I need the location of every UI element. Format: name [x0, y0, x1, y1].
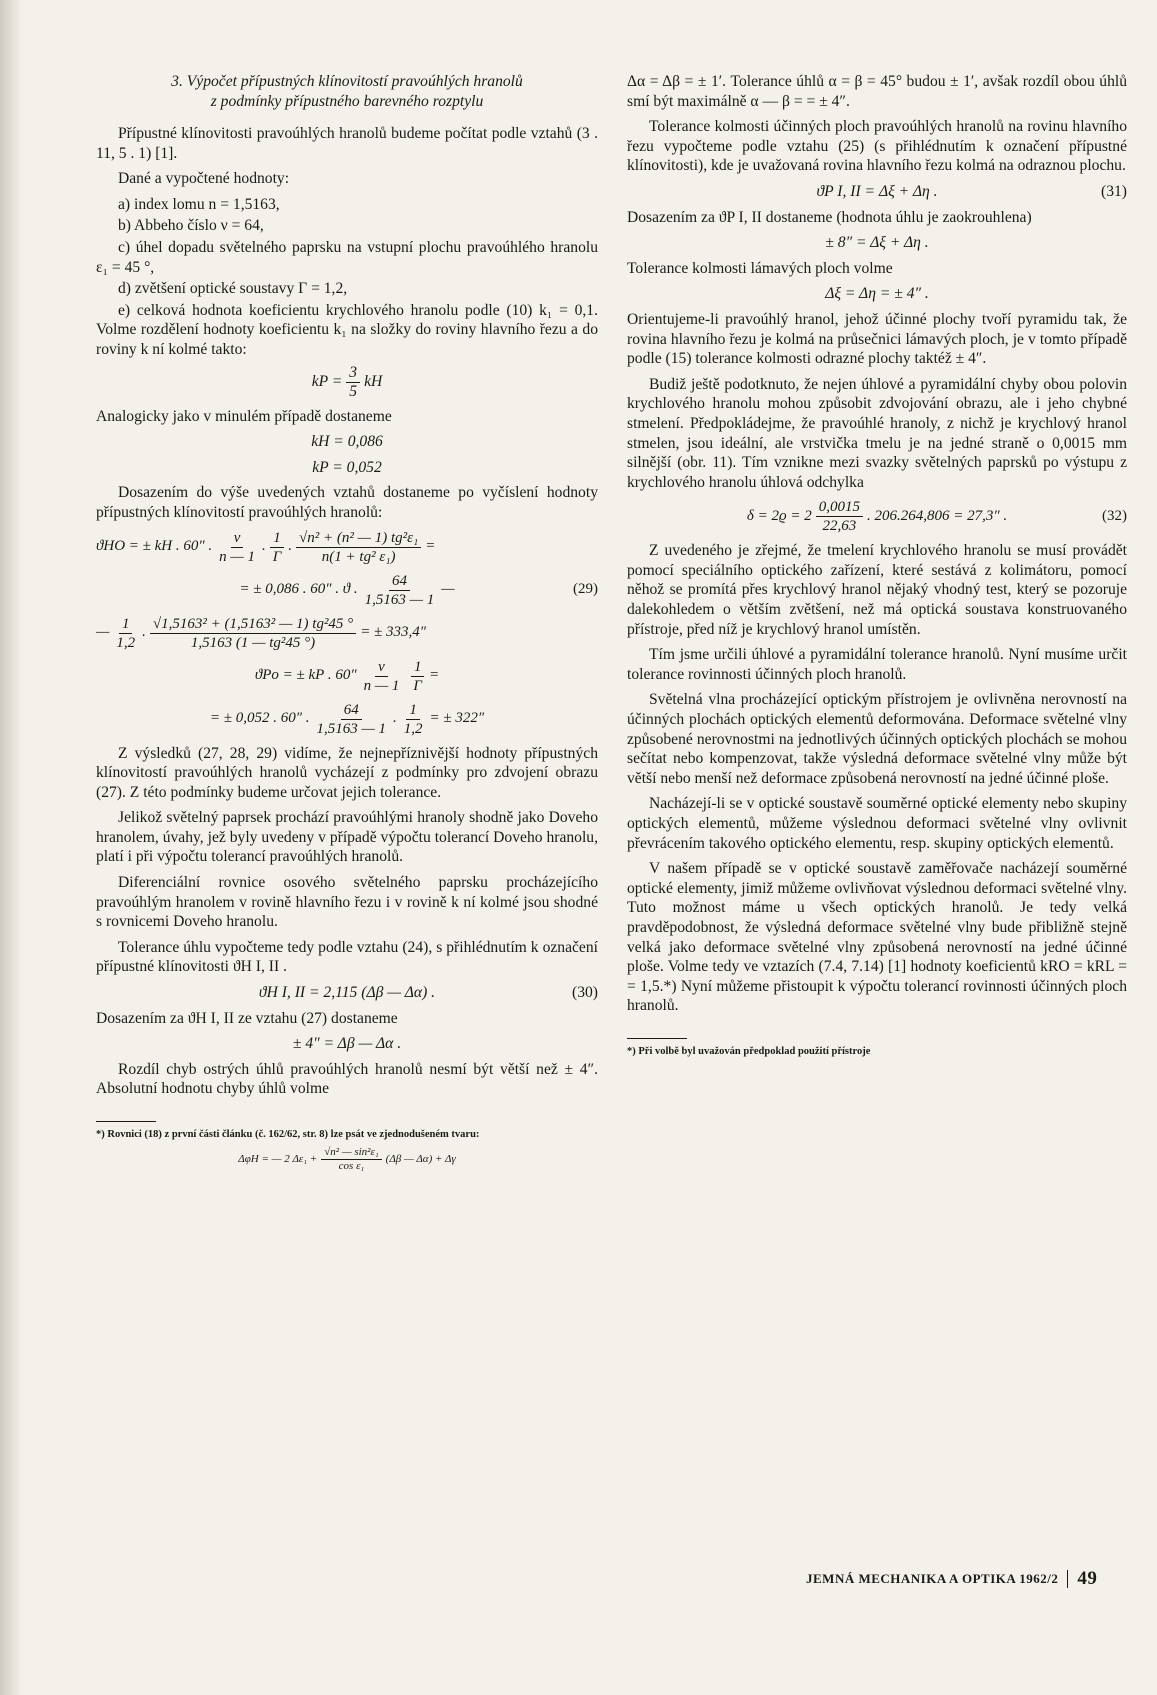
- footnote-rule: [627, 1038, 687, 1039]
- eq-text: = ± 0,052 . 60″ .: [209, 710, 310, 727]
- equation-29-line-3: [96, 615, 598, 652]
- eq-text: ϑP I, II = Δξ + Δη .: [816, 182, 938, 200]
- list-item: b) Abbeho číslo ν = 64,: [118, 217, 264, 235]
- eq-dot: .: [288, 538, 293, 555]
- fraction: [362, 572, 438, 609]
- section-heading-line-1: 3. Výpočet přípustných klínovitostí pravoúhlých hranolů: [171, 73, 523, 90]
- equation-kp: [96, 364, 598, 401]
- eq-text: ± 4″ = Δβ — Δα .: [292, 1035, 402, 1053]
- paragraph: Dosazením za ϑP I, II dostaneme (hodnota úhlu je zaokrouhlena): [627, 208, 1032, 226]
- equation-number: (31): [1101, 182, 1127, 200]
- equation-29-line-1: [96, 529, 598, 566]
- denominator: Γ: [413, 677, 422, 694]
- equation-29-line-2: [96, 572, 598, 609]
- values-list: [96, 195, 598, 360]
- denominator: n(1 + tg² ε₁): [321, 548, 396, 565]
- equation-31b: [627, 233, 1127, 253]
- denominator: 1,5163 — 1: [316, 720, 387, 737]
- fraction: [321, 1146, 381, 1173]
- paragraph: Dosazením za ϑH I, II ze vztahu (27) dostaneme: [96, 1009, 398, 1027]
- numerator: 1: [411, 658, 425, 677]
- section-heading-line-2: z podmínky přípustného barevného rozptylu: [210, 93, 484, 110]
- fraction: [216, 529, 258, 566]
- fraction: [296, 529, 421, 566]
- eq-equals: =: [428, 667, 440, 684]
- denominator: n — 1: [219, 548, 255, 565]
- equation-30: [96, 983, 598, 1003]
- eq-text: ϑH I, II = 2,115 (Δβ — Δα) .: [258, 984, 436, 1002]
- list-item: e) celková hodnota koeficientu krychlového hranolu podle (10) k₁ = 0,1. Volme rozdělení hodnoty koeficientu k₁ na složky do roviny hlavního řezu a do roviny k ní kolmé takto:: [96, 301, 598, 358]
- equation-29-line-5: [96, 701, 598, 738]
- fraction: [150, 615, 356, 652]
- right-column: [627, 72, 1127, 1059]
- eq-text: (Δβ — Δα) + Δγ: [385, 1153, 456, 1165]
- list-item: d) zvětšení optické soustavy Γ = 1,2,: [118, 280, 348, 298]
- section-heading: [96, 72, 598, 112]
- paragraph: Diferenciální rovnice osového světelného paprsku procházejícího pravoúhlým hranolem v rovině hlavního řezu i v rovině k ní kolmé jsou shodné s rovnicemi Doveho hranolu.: [96, 874, 598, 931]
- numerator: 1: [270, 529, 284, 548]
- paragraph: Nacházejí-li se v optické soustavě souměrné optické elementy nebo skupiny optických elementů, můžeme výslednou deformaci světelné vlny ovlivnit převrácením takového optického elementu, resp. skupiny optických elementů.: [627, 795, 1127, 852]
- eq-text: ΔφH = — 2 Δε₁ +: [238, 1153, 318, 1165]
- equation-kh: [96, 432, 598, 452]
- paragraph: Jelikož světelný paprsek prochází pravoúhlými hranoly shodně jako Doveho hranolem, úvahy, jež byly uvedeny v případě výpočtu tolerancí Doveho hranolu, platí i při výpočtu tolerancí pravoúhlých hranolů.: [96, 809, 598, 866]
- paragraph: Tím jsme určili úhlové a pyramidální tolerance hranolů. Nyní musíme určit tolerance rovinnosti účinných ploch hranolů.: [627, 646, 1127, 683]
- denominator: 5: [349, 382, 358, 400]
- page-number: 49: [1077, 1568, 1098, 1589]
- fraction: [410, 658, 425, 695]
- denominator: 1,2: [116, 634, 136, 651]
- numerator: 0,0015: [816, 498, 863, 517]
- footnote-equation: [96, 1146, 598, 1173]
- denominator: Γ: [272, 548, 282, 565]
- fraction: [270, 529, 285, 566]
- denominator: 1,5163 (1 — tg²45 °): [190, 634, 316, 651]
- eq-text: = ± 333,4″: [360, 624, 427, 641]
- footnote: *) Při volbě byl uvažován předpoklad použití přístroje: [627, 1045, 871, 1057]
- numerator: 64: [341, 701, 362, 720]
- denominator: 1,2: [403, 720, 423, 737]
- denominator: n — 1: [363, 677, 400, 694]
- eq-equals: =: [425, 538, 436, 555]
- eq-dash: —: [96, 624, 110, 641]
- numerator: 64: [389, 572, 410, 591]
- eq-text: = ± 322″: [429, 710, 485, 727]
- paragraph: Tolerance kolmosti účinných ploch pravoúhlých hranolů na rovinu hlavního řezu vypočteme podle vztahu (25) (s přihlédnutím k označení přípustné klínovitosti), kde je uvažovaná rovina hlavního řezu kolmá na odraznou plochu.: [627, 118, 1127, 175]
- paragraph: Z uvedeného je zřejmé, že tmelení krychlového hranolu se musí provádět pomocí speciálního optického zařízení, které sestává z kolimátoru, pomocí něhož se promítá přes krychlový hranol nějaký vhodný test, který se pozoruje dalekohledem o větším zvětšení, než má optická soustava konstruovaného přístroje, před níž je krychlový hranol umístěn.: [627, 542, 1127, 638]
- list-item: c) úhel dopadu světelného paprsku na vstupní plochu pravoúhlého hranolu ε₁ = 45 °,: [96, 238, 598, 276]
- numerator: √n² — sin²ε₁: [321, 1146, 381, 1160]
- eq-dot: .: [393, 710, 397, 727]
- list-item: a) index lomu n = 1,5163,: [118, 195, 280, 213]
- eq-text: ϑHO = ± kH . 60″ .: [96, 538, 213, 555]
- eq-dot: .: [142, 624, 146, 641]
- eq-text: δ = 2ϱ = 2: [746, 507, 812, 524]
- paragraph: Z výsledků (27, 28, 29) vidíme, že nejnepříznivější hodnoty přípustných klínovitostí pravoúhlých hranolů vycházejí z podmínky pro zdvojení obrazu (27). Z této podmínky budeme určovat jejich tolerance.: [96, 744, 598, 801]
- denominator: 22,63: [822, 518, 857, 535]
- equation-31: [627, 182, 1127, 202]
- paragraph: Analogicky jako v minulém případě dostaneme: [96, 407, 392, 425]
- page-footer: [806, 1568, 1097, 1590]
- footer-separator: [1067, 1570, 1068, 1588]
- footnote: *) Rovnici (18) z první části článku (č. 162/62, str. 8) lze psát ve zjednodušeném tvaru:: [96, 1129, 480, 1140]
- fraction: [816, 498, 863, 535]
- fraction: [401, 701, 426, 738]
- journal-title: JEMNÁ MECHANIKA A OPTIKA 1962/2: [806, 1571, 1059, 1586]
- paragraph: Δα = Δβ = ± 1′. Tolerance úhlů α = β = 45° budou ± 1′, avšak rozdíl obou úhlů smí být maximálně α — β = = ± 4″.: [627, 73, 1127, 110]
- equation-32: [627, 498, 1127, 535]
- equation-number: (30): [572, 984, 598, 1002]
- paragraph: Tolerance kolmosti lámavých ploch volme: [627, 259, 893, 277]
- numerator: ν: [231, 529, 244, 548]
- eq-text: Δξ = Δη = ± 4″ .: [825, 285, 929, 303]
- equation-kp2: [96, 458, 598, 478]
- equation-29-line-4: [96, 658, 598, 695]
- paragraph: Přípustné klínovitosti pravoúhlých hranolů budeme počítat podle vztahů (3 . 11, 5 . 1) [1].: [96, 125, 598, 162]
- eq-text: kP =: [311, 373, 343, 391]
- numerator: √1,5163² + (1,5163² — 1) tg²45 °: [150, 615, 356, 634]
- footnote-rule: [96, 1121, 156, 1122]
- paragraph: Orientujeme-li pravoúhlý hranol, jehož účinné plochy tvoří pyramidu tak, že rovina hlavního řezu je kolmá na průsečnici lámavých ploch, je v tomto případě podle (15) tolerance kolmosti odrazné plochy taktéž ± 4″.: [627, 310, 1127, 368]
- numerator: √n² + (n² — 1) tg²ε₁: [296, 529, 421, 548]
- paragraph: Dosazením do výše uvedených vztahů dostaneme po vyčíslení hodnoty přípustných klínovitostí pravoúhlých hranolů:: [96, 484, 598, 521]
- numerator: 1: [406, 701, 420, 720]
- paragraph: Rozdíl chyb ostrých úhlů pravoúhlých hranolů nesmí být větší než ± 4″. Absolutní hodnotu chyby úhlů volme: [96, 1060, 598, 1098]
- denominator: cos ε₁: [338, 1160, 365, 1172]
- eq-text: = ± 0,086 . 60″ . ϑ .: [239, 581, 358, 598]
- eq-text: ϑPo = ± kP . 60″: [254, 667, 357, 684]
- equation-30b: [96, 1034, 598, 1054]
- eq-text: kP = 0,052: [312, 458, 382, 476]
- equation-number: (29): [573, 581, 598, 598]
- paragraph: Budiž ještě podotknuto, že nejen úhlové a pyramidální chyby obou polovin krychlového hranolu mohou způsobit zdvojování obrazu, ale i jeho chybné stmelení. Předpokládejme, že pravoúhlé hranoly, z nichž je krychlový hranol stmelen, jsou ideální, ale vrstvička tmelu je na jedné straně o 0,0015 mm silnější (obr. 11). Tím vznikne mezi svazky světelných paprsků po výstupu z krychlového hranolu úhlová odchylka: [627, 375, 1127, 491]
- paragraph: Světelná vlna procházející optickým přístrojem je ovlivněna nerovností na účinných plochách optických elementů deformována. Deformace světelné vlny způsobené nerovnostmi na jednotlivých účinných optických plochách se mohou sečítat nebo kompenzovat, takže výsledná deformace světelné vlny může být větší nebo menší než deformace způsobená nerovností na jedné účinné ploše.: [627, 691, 1127, 787]
- equation-31c: [627, 284, 1127, 304]
- paragraph: V našem případě se v optické soustavě zaměřovače nacházejí souměrné optické elementy, jimiž můžeme ovlivňovat výslednou deformaci světelné vlny. Tuto možnost máme u všech optických hranolů. Je tedy velká pravděpodobnost, že výsledná deformace světelné vlny bude přibližně stejně velká jako deformace světelné vlny způsobená nerovností na jedné účinné ploše. Volme tedy ve vztazích (7.4, 7.14) [1] hodnoty koeficientů kRO = kRL = = 1,5.*) Nyní můžeme přistoupit k výpočtu tolerancí rovinnosti účinných ploch hranolů.: [627, 860, 1127, 1015]
- fraction: [113, 615, 138, 652]
- numerator: ν: [375, 658, 388, 677]
- eq-text: ± 8″ = Δξ + Δη .: [825, 234, 929, 252]
- eq-text: kH: [364, 373, 383, 391]
- binder-shadow: [0, 0, 22, 1695]
- fraction: [346, 364, 360, 401]
- eq-dash: —: [441, 581, 455, 598]
- eq-text: kH = 0,086: [311, 433, 383, 451]
- fraction: [361, 658, 403, 695]
- left-column: [96, 72, 598, 1179]
- eq-text: . 206.264,806 = 27,3″ .: [866, 507, 1008, 524]
- eq-dot: .: [261, 538, 266, 555]
- equation-number: (32): [1102, 507, 1127, 524]
- fraction: [313, 701, 389, 738]
- numerator: 3: [346, 364, 360, 383]
- denominator: 1,5163 — 1: [364, 591, 435, 608]
- paragraph: Dané a vypočtené hodnoty:: [118, 170, 290, 188]
- numerator: 1: [119, 615, 133, 634]
- paragraph: Tolerance úhlu vypočteme tedy podle vztahu (24), s přihlédnutím k označení přípustné klínovitosti ϑH I, II .: [96, 938, 598, 976]
